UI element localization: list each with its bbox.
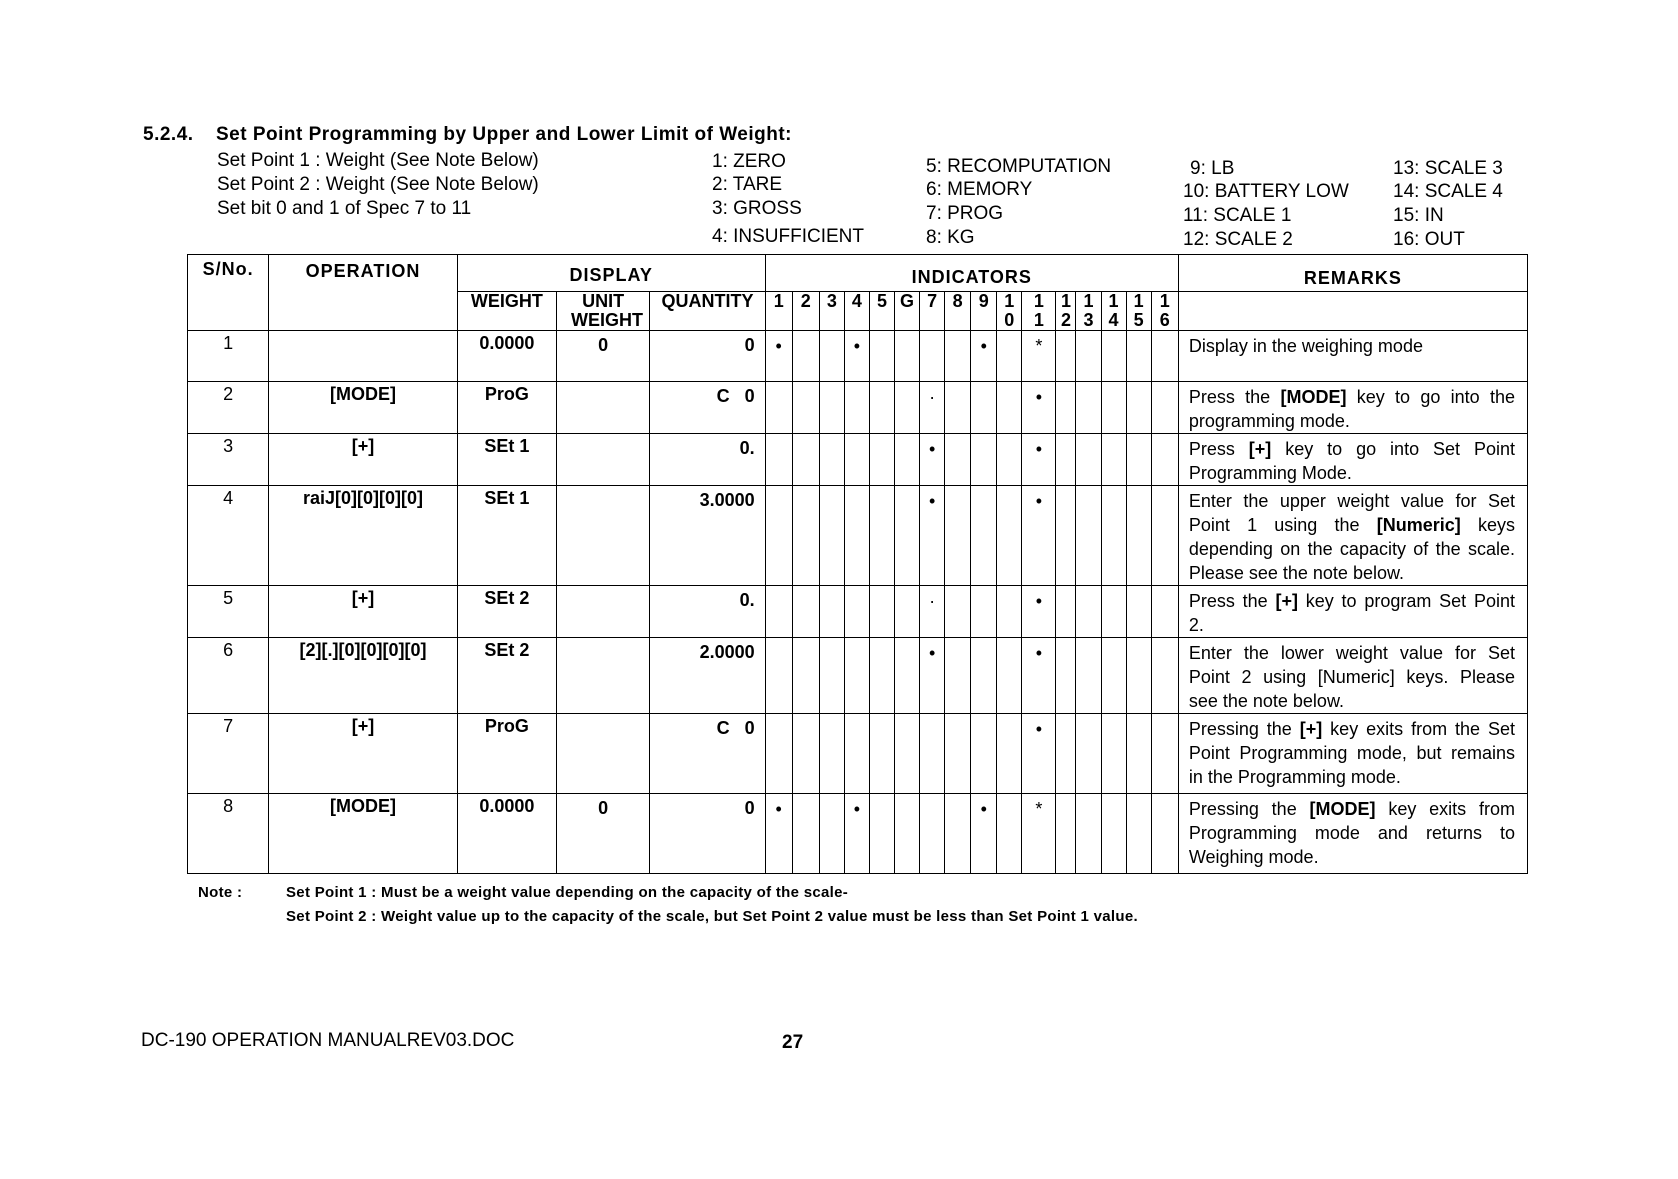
legend-item: 2: TARE [712, 174, 783, 195]
row-indicator [1126, 794, 1151, 874]
row-quantity: 0. [650, 586, 765, 638]
row-indicator [997, 638, 1022, 714]
row-indicator [869, 382, 894, 434]
row-indicator [819, 434, 844, 486]
spec-line-2: Set Point 2 : Weight (See Note Below) [217, 174, 539, 195]
legend-item: 14: SCALE 4 [1393, 181, 1503, 202]
row-quantity: 0 [650, 794, 765, 874]
row-indicator [1151, 382, 1178, 434]
indicator-column-header: 1 1 [1022, 292, 1056, 331]
row-indicator [1101, 586, 1126, 638]
legend-item: 8: KG [926, 227, 975, 248]
legend-item: 6: MEMORY [926, 179, 1033, 200]
row-indicator [792, 382, 819, 434]
remark-key: [MODE] [1309, 799, 1376, 819]
row-remarks [1178, 586, 1527, 638]
row-remarks [1178, 331, 1527, 382]
legend-item: 10: BATTERY LOW [1183, 181, 1349, 202]
row-indicator [792, 486, 819, 586]
indicator-column-header: 1 0 [997, 292, 1022, 331]
col-header-display: DISPLAY [457, 255, 765, 292]
row-remarks [1178, 382, 1527, 434]
remark-text: Enter the upper weight value for Set Point 1 using the [1188, 491, 1515, 535]
row-indicator [792, 331, 819, 382]
legend-item: 7: PROG [926, 203, 1004, 224]
row-indicator [971, 382, 997, 434]
remark-key: [MODE] [1280, 387, 1347, 407]
row-indicator: • [1022, 434, 1056, 486]
row-indicator [844, 434, 869, 486]
row-indicator [869, 434, 894, 486]
row-sno: 2 [188, 382, 269, 434]
row-operation: raiJ[0][0][0][0] [269, 486, 458, 586]
row-indicator [819, 714, 844, 794]
row-indicator [1056, 586, 1076, 638]
remarks-subheader-cell [1178, 292, 1527, 331]
row-unit-weight [557, 382, 650, 434]
row-indicator [869, 486, 894, 586]
row-indicator: · [920, 586, 945, 638]
row-indicator [1151, 434, 1178, 486]
remark-text: Press [1188, 439, 1249, 459]
section-title: Set Point Programming by Upper and Lower Limit of Weight: [216, 124, 793, 145]
row-indicator [895, 486, 920, 586]
remark-text: Pressing the [1188, 799, 1310, 819]
legend-item: 13: SCALE 3 [1393, 158, 1503, 179]
row-indicator [819, 638, 844, 714]
row-unit-weight [557, 586, 650, 638]
row-indicator [819, 382, 844, 434]
row-remarks [1178, 794, 1527, 874]
col-header-unit-weight: UNIT WEIGHT [557, 292, 650, 331]
row-sno: 4 [188, 486, 269, 586]
row-quantity: 3.0000 [650, 486, 765, 586]
row-weight: SEt 1 [457, 486, 556, 586]
row-indicator [920, 794, 945, 874]
row-indicator [869, 638, 894, 714]
row-indicator [1101, 331, 1126, 382]
row-indicator [1076, 638, 1101, 714]
row-indicator [819, 586, 844, 638]
remark-text: key exits from Programming mode and returns to Weighing mode. [1188, 799, 1515, 867]
row-quantity: 0. [650, 434, 765, 486]
note-line-2: Set Point 2 : Weight value up to the capacity of the scale, but Set Point 2 value must be less than Set Point 1 value. [286, 908, 1138, 925]
row-indicator [1101, 486, 1126, 586]
legend-item: 5: RECOMPUTATION [926, 156, 1112, 177]
row-remarks [1178, 486, 1527, 586]
row-indicator [920, 714, 945, 794]
row-indicator [997, 714, 1022, 794]
row-indicator: • [1022, 714, 1056, 794]
remark-text: Press the [1188, 387, 1281, 407]
row-indicator [1076, 794, 1101, 874]
row-indicator [1056, 638, 1076, 714]
row-weight: 0.0000 [457, 331, 556, 382]
indicator-column-header: 2 [792, 292, 819, 331]
footer-document-name: DC-190 OPERATION MANUALREV03.DOC [141, 1030, 515, 1051]
legend-item: 1: ZERO [712, 151, 786, 172]
row-indicator [1126, 382, 1151, 434]
table-row [188, 331, 1528, 382]
row-indicator [1151, 638, 1178, 714]
row-indicator [997, 382, 1022, 434]
legend-item: 9: LB [1190, 158, 1235, 179]
spec-line-3: Set bit 0 and 1 of Spec 7 to 11 [217, 198, 472, 219]
indicator-column-header: 4 [844, 292, 869, 331]
row-weight: SEt 2 [457, 638, 556, 714]
row-indicator [1056, 794, 1076, 874]
legend-item: 16: OUT [1393, 229, 1465, 250]
remark-key: [+] [1275, 591, 1298, 611]
note-label: Note : [198, 884, 243, 901]
row-indicator [997, 586, 1022, 638]
row-indicator [1056, 382, 1076, 434]
indicator-column-header: 1 [765, 292, 792, 331]
row-indicator [895, 382, 920, 434]
row-indicator [945, 586, 971, 638]
row-indicator [869, 794, 894, 874]
row-indicator [1126, 638, 1151, 714]
remark-text: Press the [1188, 591, 1276, 611]
row-indicator [1056, 331, 1076, 382]
row-indicator: • [1022, 638, 1056, 714]
row-unit-weight [557, 434, 650, 486]
remark-key: [+] [1299, 719, 1323, 739]
remark-key: [Numeric] [1376, 515, 1461, 535]
row-indicator [1056, 486, 1076, 586]
table-row [188, 382, 1528, 434]
row-indicator [819, 794, 844, 874]
row-indicator [945, 434, 971, 486]
row-sno: 8 [188, 794, 269, 874]
row-indicator [1076, 331, 1101, 382]
remark-text: Enter the lower weight value for Set Point 2 using [Numeric] keys. Please see the note below. [1188, 643, 1515, 711]
section-heading [143, 124, 792, 146]
row-weight: SEt 1 [457, 434, 556, 486]
row-indicator [1076, 586, 1101, 638]
remark-key: [+] [1248, 439, 1272, 459]
row-remarks [1178, 714, 1527, 794]
row-indicator: • [971, 794, 997, 874]
row-indicator [945, 486, 971, 586]
row-operation: [+] [269, 714, 458, 794]
row-indicator: • [765, 331, 792, 382]
row-weight: SEt 2 [457, 586, 556, 638]
row-indicator [1076, 714, 1101, 794]
row-operation: [MODE] [269, 794, 458, 874]
row-sno: 7 [188, 714, 269, 794]
row-sno: 3 [188, 434, 269, 486]
row-indicator [945, 638, 971, 714]
remark-text: key to go into Set Point Programming Mode. [1188, 439, 1515, 483]
legend-item: 3: GROSS [712, 198, 802, 219]
remark-text: Display in the weighing mode [1188, 336, 1423, 356]
row-indicator [945, 794, 971, 874]
row-indicator [1101, 382, 1126, 434]
row-indicator [997, 331, 1022, 382]
row-operation [269, 331, 458, 382]
row-indicator [945, 331, 971, 382]
page-number: 27 [782, 1032, 804, 1053]
row-operation: [+] [269, 586, 458, 638]
remark-text: key to go into the programming mode. [1188, 387, 1515, 431]
row-weight: ProG [457, 714, 556, 794]
row-indicator: * [1022, 794, 1056, 874]
row-quantity: C 0 [650, 714, 765, 794]
indicator-column-header: 7 [920, 292, 945, 331]
row-indicator [1101, 638, 1126, 714]
row-indicator: * [1022, 331, 1056, 382]
table-row [188, 794, 1528, 874]
col-header-sno: S/No. [188, 255, 269, 331]
row-indicator [1151, 331, 1178, 382]
row-indicator [844, 638, 869, 714]
row-indicator [1076, 382, 1101, 434]
row-indicator: • [844, 794, 869, 874]
row-indicator: • [971, 331, 997, 382]
row-indicator [895, 434, 920, 486]
row-sno: 6 [188, 638, 269, 714]
row-indicator: • [1022, 486, 1056, 586]
indicator-column-header: 9 [971, 292, 997, 331]
indicator-column-header: 1 6 [1151, 292, 1178, 331]
row-indicator [1076, 434, 1101, 486]
indicator-column-header: 1 3 [1076, 292, 1101, 331]
row-indicator [945, 382, 971, 434]
row-quantity: 0 [650, 331, 765, 382]
row-weight: ProG [457, 382, 556, 434]
row-indicator [1126, 331, 1151, 382]
legend-item: 15: IN [1393, 205, 1444, 226]
row-remarks [1178, 638, 1527, 714]
col-header-remarks: REMARKS [1178, 255, 1527, 292]
row-indicator: • [920, 434, 945, 486]
remark-text: key exits from the Set Point Programming mode, but remains in the Programming mode. [1188, 719, 1515, 787]
row-indicator [997, 486, 1022, 586]
table-row [188, 434, 1528, 486]
row-remarks [1178, 434, 1527, 486]
row-indicator: • [1022, 382, 1056, 434]
row-sno: 1 [188, 331, 269, 382]
row-indicator [819, 331, 844, 382]
remark-text: Pressing the [1188, 719, 1300, 739]
row-unit-weight: 0 [557, 794, 650, 874]
row-indicator [945, 714, 971, 794]
row-indicator [1126, 486, 1151, 586]
row-unit-weight [557, 638, 650, 714]
row-indicator [1126, 714, 1151, 794]
row-sno: 5 [188, 586, 269, 638]
legend-item: 4: INSUFFICIENT [712, 226, 865, 247]
row-indicator [971, 638, 997, 714]
row-indicator [844, 486, 869, 586]
row-indicator [765, 382, 792, 434]
row-indicator [844, 714, 869, 794]
row-unit-weight [557, 486, 650, 586]
row-indicator [792, 714, 819, 794]
row-indicator [765, 638, 792, 714]
row-indicator [1101, 794, 1126, 874]
row-indicator [971, 586, 997, 638]
row-indicator: · [920, 382, 945, 434]
row-indicator [1126, 434, 1151, 486]
legend-item: 11: SCALE 1 [1183, 205, 1292, 226]
table-row [188, 638, 1528, 714]
row-indicator [1126, 586, 1151, 638]
row-indicator: • [844, 331, 869, 382]
row-indicator [1151, 714, 1178, 794]
row-indicator [895, 794, 920, 874]
col-header-operation: OPERATION [269, 255, 458, 331]
row-indicator [792, 638, 819, 714]
row-indicator [1056, 714, 1076, 794]
row-indicator: • [1022, 586, 1056, 638]
row-indicator [1151, 586, 1178, 638]
row-indicator [869, 331, 894, 382]
row-indicator: • [765, 794, 792, 874]
row-quantity: 2.0000 [650, 638, 765, 714]
row-indicator [895, 331, 920, 382]
row-indicator [1076, 486, 1101, 586]
indicator-column-header: 8 [945, 292, 971, 331]
row-indicator [895, 586, 920, 638]
row-indicator [819, 486, 844, 586]
row-indicator [895, 638, 920, 714]
row-operation: [2][.][0][0][0][0] [269, 638, 458, 714]
indicator-column-header: 5 [869, 292, 894, 331]
row-indicator [971, 434, 997, 486]
row-operation: [MODE] [269, 382, 458, 434]
row-indicator [765, 586, 792, 638]
remark-text: keys depending on the capacity of the scale. Please see the note below. [1188, 515, 1515, 583]
row-unit-weight [557, 714, 650, 794]
row-indicator [792, 434, 819, 486]
row-quantity: C 0 [650, 382, 765, 434]
row-indicator [1101, 714, 1126, 794]
indicator-column-header: 3 [819, 292, 844, 331]
row-weight: 0.0000 [457, 794, 556, 874]
set-point-table [187, 254, 1528, 874]
row-operation: [+] [269, 434, 458, 486]
row-indicator [844, 586, 869, 638]
table-row [188, 714, 1528, 794]
row-indicator [997, 794, 1022, 874]
row-indicator [869, 586, 894, 638]
table-row [188, 486, 1528, 586]
row-indicator [1056, 434, 1076, 486]
row-indicator [765, 714, 792, 794]
header-row-main [188, 255, 1528, 292]
row-unit-weight: 0 [557, 331, 650, 382]
indicator-column-header: 1 5 [1126, 292, 1151, 331]
row-indicator [895, 714, 920, 794]
row-indicator [971, 486, 997, 586]
indicator-column-header: 1 4 [1101, 292, 1126, 331]
indicator-column-header: 1 2 [1056, 292, 1076, 331]
row-indicator [792, 586, 819, 638]
row-indicator [1151, 794, 1178, 874]
row-indicator [792, 794, 819, 874]
row-indicator [1151, 486, 1178, 586]
row-indicator: • [920, 486, 945, 586]
row-indicator [920, 331, 945, 382]
note-line-1: Set Point 1 : Must be a weight value depending on the capacity of the scale- [286, 884, 849, 901]
col-header-weight: WEIGHT [457, 292, 556, 331]
row-indicator [1101, 434, 1126, 486]
row-indicator [869, 714, 894, 794]
table-row [188, 586, 1528, 638]
col-header-quantity: QUANTITY [650, 292, 765, 331]
row-indicator [997, 434, 1022, 486]
row-indicator [765, 434, 792, 486]
row-indicator: • [920, 638, 945, 714]
row-indicator [765, 486, 792, 586]
col-header-indicators: INDICATORS [765, 255, 1178, 292]
spec-line-1: Set Point 1 : Weight (See Note Below) [217, 150, 539, 171]
row-indicator [971, 714, 997, 794]
row-indicator [844, 382, 869, 434]
indicator-column-header: G [895, 292, 920, 331]
section-number: 5.2.4. [143, 124, 194, 145]
legend-item: 12: SCALE 2 [1183, 229, 1293, 250]
remark-text: key to program Set Point 2. [1188, 591, 1515, 635]
